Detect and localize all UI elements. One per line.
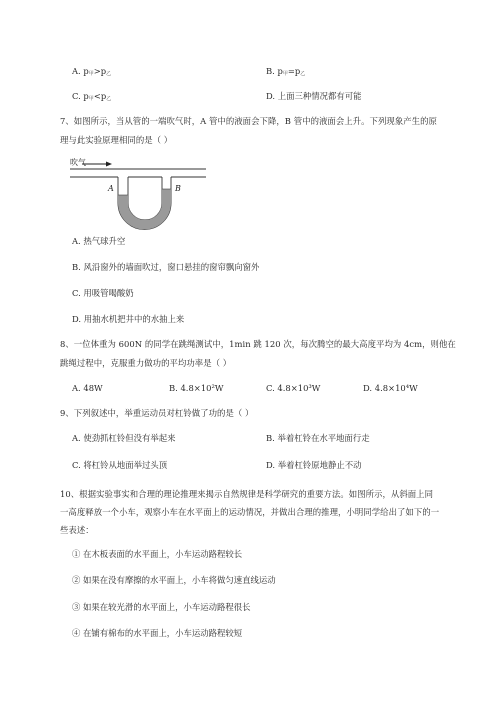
- q8-option-b: B. 4.8×10²W: [169, 383, 224, 393]
- q8-option-a: A. 48W: [72, 383, 103, 393]
- q6-option-b: B. $p_甲=p_乙$: [266, 66, 306, 77]
- q9-option-c: C. 将杠铃从地面举过头顶: [72, 460, 168, 470]
- q7-option-a: A. 热气球升空: [72, 236, 126, 246]
- blow-arrow-icon: [82, 162, 112, 167]
- q9-stem: 9、下列叙述中，举重运动员对杠铃做了功的是（ ）: [60, 408, 254, 418]
- q8-option-c: C. 4.8×10³W: [266, 383, 321, 393]
- q8-option-d: D. 4.8×10⁴W: [363, 383, 418, 393]
- q6-option-c: C. $p_甲<p_乙$: [72, 91, 112, 102]
- q6-option-d: D. 上面三种情况都有可能: [266, 91, 362, 101]
- q8-stem-line2: 跳绳过程中，克服重力做功的平均功率是（ ）: [60, 358, 232, 368]
- tube-label-b: B: [175, 184, 181, 193]
- q6-option-a: A. $p_甲>p_乙$: [72, 66, 112, 77]
- q10-stem-line1: 10、根据实验事实和合理的理论推理来揭示自然规律是科学研究的重要方法。如图所示，从斜面上同: [60, 489, 434, 499]
- q9-option-d: D. 举着杠铃原地静止不动: [266, 460, 362, 470]
- q10-stem-line2: 一高度释放一个小车，观察小车在水平面上的运动情况，并做出合理的推理，小明同学给出了如下的一: [60, 507, 440, 517]
- q10-statement-2: ② 如果在没有摩擦的水平面上，小车将做匀速直线运动: [72, 575, 276, 585]
- tube-label-a: A: [108, 184, 114, 193]
- q10-statement-3: ③ 如果在较光滑的水平面上，小车运动路程很长: [72, 602, 251, 612]
- u-tube: [118, 177, 171, 230]
- q10-statement-4: ④ 在铺有棉布的水平面上，小车运动路程较短: [72, 628, 243, 638]
- q9-option-b: B. 举着杠铃在水平地面行走: [266, 433, 370, 443]
- q7-stem-line2: 理与此实验原理相同的是（ ）: [60, 135, 173, 145]
- blow-label: 吹气: [70, 158, 86, 167]
- q7-tube-figure: [70, 155, 210, 233]
- q9-option-a: A. 使劲抓杠铃但没有举起来: [72, 433, 176, 443]
- q8-stem-line1: 8、一位体重为 600N 的同学在跳绳测试中，1min 跳 120 次，每次腾空的最大高度平均为 4cm，则他在: [60, 339, 456, 349]
- q10-statement-1: ① 在木板表面的水平面上，小车运动路程较长: [72, 549, 243, 559]
- q7-stem-line1: 7、如图所示，当从管的一端吹气时，A 管中的液面会下降，B 管中的液面会上升。下列现象产生的原: [60, 116, 437, 126]
- q7-option-b: B. 风沿窗外的墙面吹过，窗口悬挂的窗帘飘向窗外: [72, 262, 260, 272]
- q7-option-d: D. 用抽水机把井中的水抽上来: [72, 314, 185, 324]
- horizontal-pipe: [70, 169, 206, 177]
- q10-stem-line3: 些表述：: [60, 525, 94, 535]
- q7-option-c: C. 用吸管喝酸奶: [72, 288, 134, 298]
